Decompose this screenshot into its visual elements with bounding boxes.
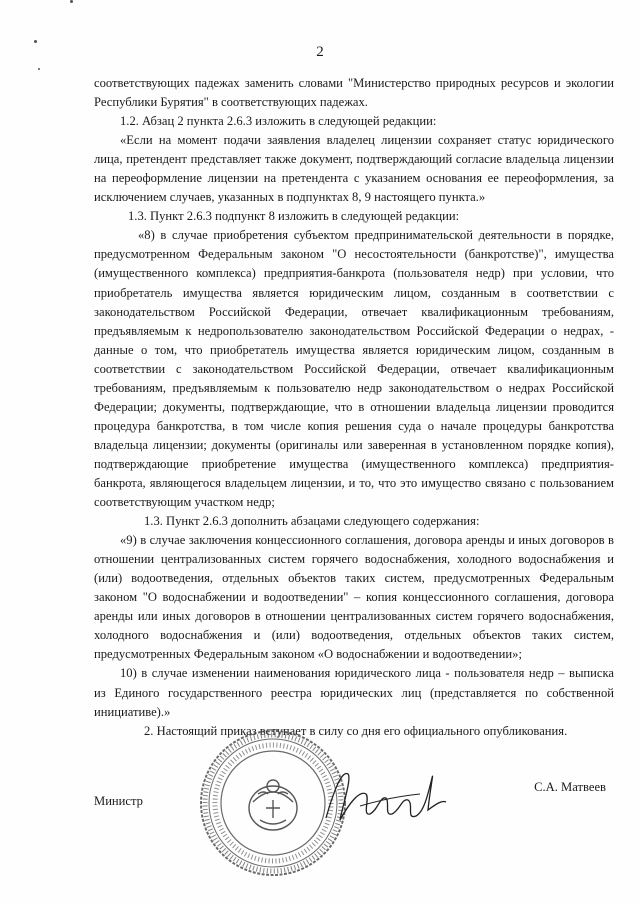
- scan-speck: [34, 40, 37, 43]
- paragraph-item-8: «8) в случае приобретения субъектом предпринимательской деятельности в порядке, предусмотренном Федеральным законом "О несостоятельности (банкротстве)", имущества (имущественного комплекса) предприятия-банкрота (пользователя недр) при условии, что приобретатель имущества является юридическим лицом, созданным в соответствии с законодательством Российской Федерации, отвечает квалификационным требованиям, предъявляемым к недропользователю законодательством Российской Федерации о недрах, - данные о том, что приобретатель имущества является юридическим лицом, созданным в соответствии с законодательством Российской Федерации, отвечает квалификационным требованиям, предъявляемым к пользователю недр законодательством о недрах Российской Федерации; документы, подтверждающие, что в отношении владельца лицензии проводится процедура банкротства, в том числе копия решения суда о начале процедуры банкротства владельца лицензии; документы (оригиналы или заверенная в установленном порядке копия), подтверждающие приобретение имущества (имущественного комплекса) предприятия-банкрота, являющегося владельцем лицензии, и то, что это имущество связано с пользованием соответствующим участком недр;: [94, 228, 614, 510]
- handwritten-signature: [320, 760, 450, 840]
- document-body: [94, 74, 614, 741]
- signer-title: Министр: [94, 794, 143, 808]
- page-number: 2: [316, 44, 324, 60]
- signer-name: С.А. Матвеев: [534, 780, 606, 794]
- scan-speck: [70, 0, 73, 3]
- paragraph-2: 2. Настоящий приказ вступает в силу со дня его официального опубликования.: [144, 723, 568, 738]
- scan-speck: [38, 68, 40, 70]
- paragraph-1-3-heading: 1.3. Пункт 2.6.3 подпункт 8 изложить в следующей редакции:: [128, 209, 460, 224]
- paragraph-item-10: 10) в случае изменении наименования юридического лица - пользователя недр – выписка из Единого государственного реестра юридических лиц (представляется по собственной инициативе).»: [94, 666, 614, 719]
- paragraph-1-3-addition-heading: 1.3. Пункт 2.6.3 дополнить абзацами следующего содержания:: [144, 514, 480, 529]
- coat-of-arms-icon: [249, 780, 297, 830]
- paragraph-continuation: соответствующих падежах заменить словами "Министерство природных ресурсов и экологии Республики Бурятия" в соответствующих падежах.: [94, 76, 614, 110]
- paragraph-1-2-text: «Если на момент подачи заявления владелец лицензии сохраняет статус юридического лица, претендент представляет также документ, подтверждающий согласие владельца лицензии на переоформление лицензии на претендента с указанием основания ее переоформления, за исключением случаев, указанных в подпунктах 8, 9 настоящего пункта.»: [94, 133, 614, 205]
- paragraph-item-9: «9) в случае заключения концессионного соглашения, договора аренды и иных договоров в отношении централизованных систем горячего водоснабжения, холодного водоснабжения и (или) водоотведения, отдельных объектов таких систем, предусмотренных Федеральным законом "О водоснабжении и водоотведении" – копия концессионного соглашения, договора аренды или иных договоров в отношении централизованных систем горячего водоснабжения, холодного водоснабжения и (или) водоотведения, отдельных объектов таких систем, предусмотренных Федеральным законом «О водоснабжении и водоотведении»;: [94, 533, 614, 662]
- paragraph-1-2-heading: 1.2. Абзац 2 пункта 2.6.3 изложить в следующей редакции:: [120, 114, 437, 129]
